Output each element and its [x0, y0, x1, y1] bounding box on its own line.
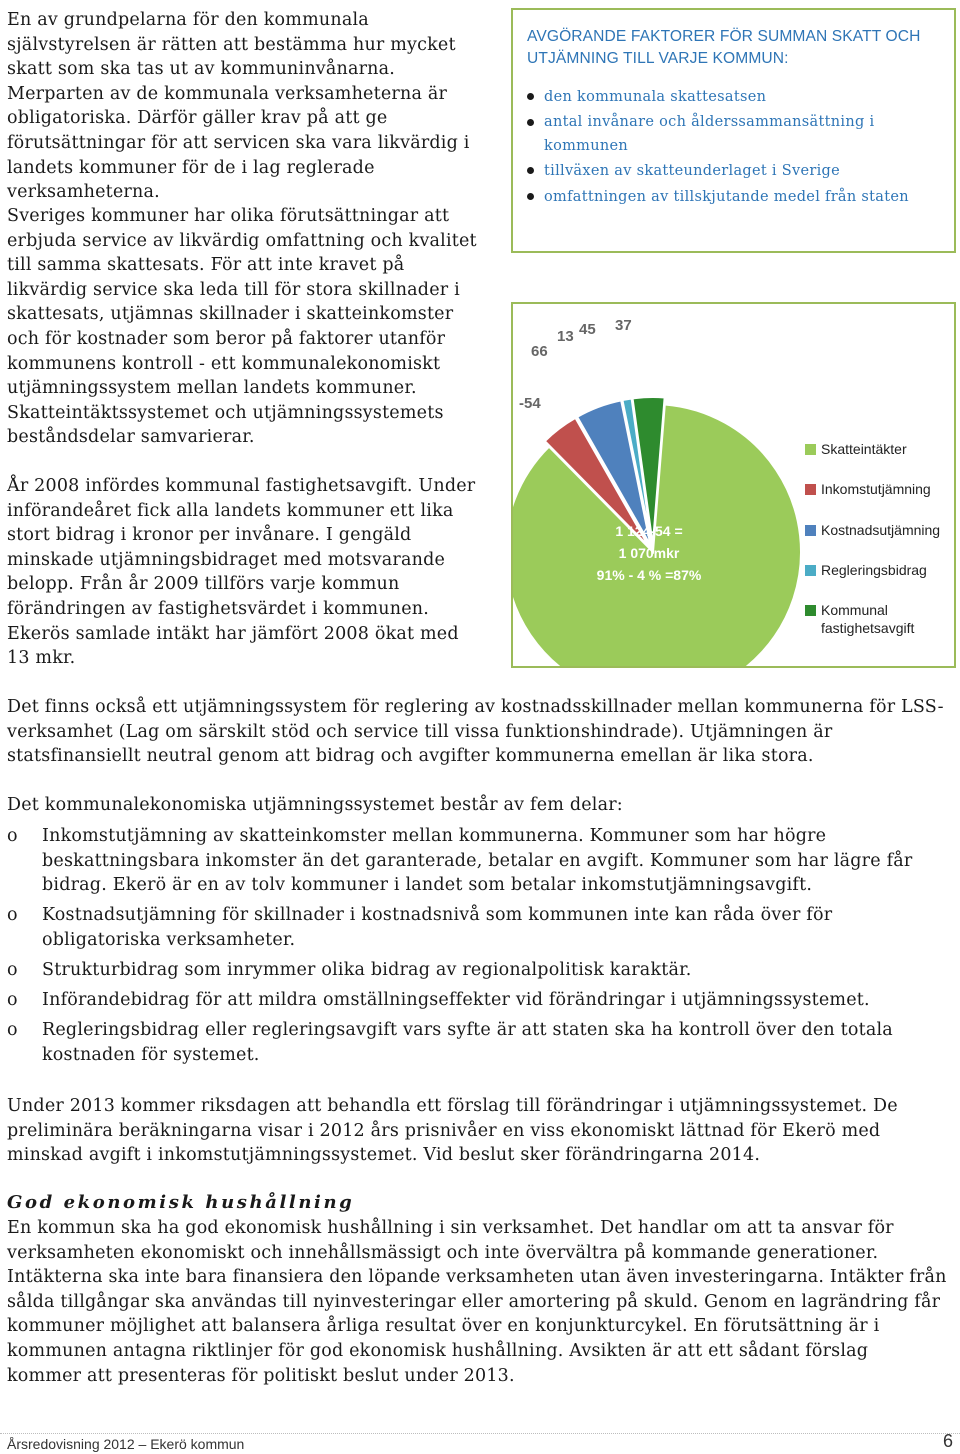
data-label-fastighet: 37 — [615, 317, 632, 334]
legend-label: Inkomstutjämning — [821, 481, 931, 497]
intro-paragraph-2: Sveriges kommuner har olika förutsättningar att erbjuda service av likvärdig omfattning och kvalitet till samma skattesats. För att inte kravet på likvärdig service ska leda till för stora skillnader i skattesats, utjämnas skillnader i skatteinkomster och för kostnader som beror på faktorer utanför kommunens kontroll - ett kommunalekonomiskt utjämningssystem mellan landets kommuner. Skatteintäktssystemet och utjämningssystemets beståndsdelar samvarierar. — [7, 206, 477, 448]
list-item: o Kostnadsutjämning för skillnader i kostnadsnivå som kommunen inte kan råda över för obligatoriska verksamheter. — [7, 905, 833, 950]
legend-label: Kostnadsutjämning — [821, 522, 941, 538]
legend-swatch — [805, 525, 816, 536]
intro-paragraph-1: En av grundpelarna för den kommunala självstyrelsen är rätten att bestämma hur mycket skatt som ska tas ut av kommuninvånarna. Merparten av de kommunala verksamheterna är obligatoriska. Därför gäller krav på att ge förutsättningar för att servicen ska vara likvärdig i landets kommuner för de i lag reglerade verksamheterna. — [7, 10, 470, 203]
list-item: o Inkomstutjämning av skatteinkomster mellan kommunerna. Kommuner som har högre beskattningsbara inkomster än det garanterade, betalar en avgift. Kommuner som har lägre får bidrag. Ekerö är en av tolv kommuner i landet som betalar inkomstutjämningsavgift. — [7, 826, 913, 896]
annotation-line-3: 91% - 4 % =87% — [596, 567, 702, 583]
factors-list — [527, 84, 940, 210]
bullet-icon — [527, 167, 534, 174]
list-item: o Regleringsbidrag eller regleringsavgift vars syfte är att staten ska ha kontroll över den totala kostnaden för systemet. — [7, 1020, 893, 1065]
bullet-icon — [527, 119, 534, 126]
factors-title: AVGÖRANDE FAKTORER FÖR SUMMAN SKATT OCH UTJÄMNING TILL VARJE KOMMUN: — [527, 28, 921, 67]
factor-item: tillväxen av skatteunderlaget i Sverige — [527, 158, 940, 184]
factors-box — [511, 8, 956, 253]
data-label-struktur: 45 — [579, 321, 596, 338]
legend-swatch — [805, 605, 816, 616]
legend-label: Kommunal fastighetsavgift — [821, 602, 915, 636]
footer-title: Årsredovisning 2012 – Ekerö kommun — [7, 1436, 245, 1452]
good-paragraph: En kommun ska ha god ekonomisk hushållning i sin verksamhet. Det handlar om att ta ansvar för verksamheten ekonomiskt och innehållsmässigt och inte övervältra på kommande generationer. Intäkterna ska inte bara finansiera den löpande verksamheten utan även investeringarna. Intäkter från sålda tillgångar ska användas till nyinvesteringar eller amortering på skuld. Genom en lagrändring får kommuner möjlighet att balansera årliga resultat över en konjunkturcykel. En förutsättning är i kommunen antagna riktlinjer för god ekonomisk hushållning. Avsikten är att ett sådant förslag kommer att presenteras för politiskt beslut under 2013. — [7, 1218, 947, 1386]
lss-paragraph: Det finns också ett utjämningssystem för reglering av kostnadsskillnader mellan kommunerna för LSS-verksamhet (Lag om särskilt stöd och service till vissa funktionshindrade). Utjämningen är statsfinansiellt neutral genom att bidrag och avgifter kommunerna emellan är lika stora. — [7, 697, 944, 767]
annotation-line-1: 1 124-54 = — [615, 523, 683, 539]
system-intro: Det kommunalekonomiska utjämningssystemet består av fem delar: — [7, 795, 623, 815]
data-label-reglering: 13 — [557, 328, 574, 345]
legend-swatch — [805, 565, 816, 576]
riksdag-paragraph: Under 2013 kommer riksdagen att behandla ett förslag till förändringar i utjämningssystemet. De preliminära beräkningarna visar i 2012 års prisnivåer en viss ekonomiskt lättnad för Ekerö med minskad avgift i inkomstutjämningssystemet. Vid beslut sker förändringarna 2014. — [7, 1096, 898, 1166]
legend-label: Skatteintäkter — [821, 441, 907, 457]
data-label-inkomst: -54 — [519, 395, 541, 412]
bullet-icon — [527, 93, 534, 100]
factor-item: omfattningen av tillskjutande medel från staten — [527, 184, 940, 210]
list-item: o Strukturbidrag som inrymmer olika bidrag av regionalpolitisk karaktär. — [7, 959, 692, 980]
bullet-icon — [527, 193, 534, 200]
page-number: 6 — [942, 1431, 953, 1451]
factor-item: antal invånare och ålderssammansättning i kommunen — [527, 110, 940, 158]
revenue-pie-chart — [511, 302, 956, 668]
annotation-line-2: 1 070mkr — [618, 545, 680, 561]
intro-paragraph-3: År 2008 infördes kommunal fastighetsavgift. Under införandeåret fick alla landets kommuner ett lika stort bidrag i kronor per invånare. I gengäld minskade utjämningsbidraget med motsvarande belopp. Från år 2009 tillförs varje kommun förändringen av fastighetsvärdet i kommunen. Ekerös samlade intäkt har jämfört 2008 ökat med 13 mkr. — [7, 476, 476, 669]
data-label-kostnad: 66 — [531, 343, 548, 360]
footer-divider — [0, 1433, 960, 1434]
factor-item: den kommunala skattesatsen — [527, 84, 940, 110]
pie-chart-svg — [513, 304, 954, 666]
section-heading: God ekonomisk hushållning — [7, 1192, 355, 1213]
system-parts-list — [7, 824, 947, 1073]
list-item: o Införandebidrag för att mildra omställningseffekter vid förändringar i utjämningssystemet. — [7, 990, 870, 1011]
legend-swatch — [805, 484, 816, 495]
legend-swatch — [805, 444, 816, 455]
legend-label: Regleringsbidrag — [821, 562, 927, 578]
